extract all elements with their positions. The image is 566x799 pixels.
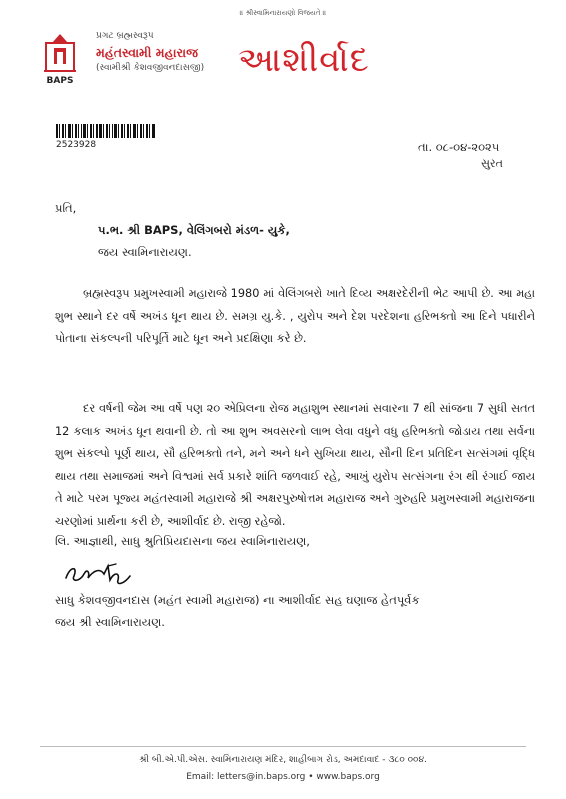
header-line1: પ્રગટ બ્રહ્મસ્વરૂપ: [96, 31, 154, 41]
letter-title: આશીર્વાદ: [238, 40, 370, 80]
baps-logo: [38, 31, 82, 75]
header-line2: મહંતસ્વામી મહારાજ: [96, 45, 198, 60]
signoff-line-2: જય શ્રી સ્વામિનારાયણ.: [55, 615, 165, 629]
paragraph-1: [55, 283, 535, 351]
paragraph-2-text: દર વર્ષની જેમ આ વર્ષે પણ ૨૦ એપ્રિલના રોજ મહાશુભ સ્થાનમાં સવારના 7 થી સાંજના 7 સુધી સતત 12 કલાક અખંડ ધૂન થવાની છે. તો આ શુભ અવસરનો લાભ લેવા વધુને વધુ હરિભક્તો જોડાય તથા સર્વના શુભ સંકલ્પો પૂર્ણ થાય, સૌ હરિભક્તો તને, મને અને ધને સુખિયા થાય, સૌની દિન પ્રતિદિન સત્સંગમાં વૃદ્ધિ થાય તથા સમાજમાં અને વિશ્વમાં સર્વ પ્રકારે શાંતિ જળવાઈ રહે, આખું યુરોપ સત્સંગના રંગ થી રંગાઈ જાય તે માટે પરમ પૂજ્ય મહંતસ્વામી મહારાજે શ્રી અક્ષરપુરુષોત્તમ મહારાજ અને ગુરુહરિ પ્રમુખસ્વામી મહારાજના ચરણોમાં પ્રાર્થના કરી છે, આશીર્વાદ છે. રાજી રહેજો.: [55, 402, 535, 528]
closing-line: લિ. આજ્ઞાથી, સાધુ શ્રુતિપ્રિયદાસના જય સ્વામિનારાયણ,: [55, 534, 310, 548]
letter-city: સુરત: [481, 157, 503, 170]
invocation-text: ॥ શ્રીસ્વામિનારાયણો વિજયતે ॥: [239, 9, 327, 17]
barcode: [56, 124, 156, 138]
paragraph-1-text: બ્રહ્મસ્વરૂપ પ્રમુખસ્વામી મહારાજે 1980 માં વેલિંગબરો ખાતે દિવ્ય અક્ષરદેરીની ભેટ આપી છે. આ મહા શુભ સ્થાને દર વર્ષે અખંડ ધૂન થાય છે. સમગ્ર યુ.કે. , યુરોપ અને દેશ પરદેશના હરિભક્તો આ દિને પધારીને પોતાના સંકલ્પની પરિપૂર્તિ માટે ધૂન અને પ્રદક્ષિણા કરે છે.: [55, 287, 535, 346]
signoff-line-1: સાધુ કેશવજીવનદાસ (મહંત સ્વામી મહારાજ) ના આશીર્વાદ સહ ઘણાજ હેતપૂર્વક: [55, 593, 420, 607]
letter-date: તા. ૦૮-૦૪-૨૦૨૫: [418, 140, 500, 154]
logo-text: BAPS: [46, 76, 74, 86]
barcode-number: 2523928: [56, 140, 97, 150]
footer-contact: Email: letters@in.baps.org • www.baps.org: [186, 772, 380, 782]
signature: [60, 558, 140, 590]
paragraph-2: [55, 398, 535, 534]
greeting: જય સ્વામિનારાયણ.: [98, 245, 192, 259]
salutation: પ્રતિ,: [55, 201, 77, 215]
footer-divider: [40, 746, 526, 747]
addressee: પ.ભ. શ્રી BAPS, વેલિંગબરો મંડળ- યુકે,: [98, 223, 290, 237]
footer-address: શ્રી બી.એ.પી.એસ. સ્વામિનારાયણ મંદિર, શાહીબાગ રોડ, અમદાવાદ - ૩૮૦ ૦૦૪.: [139, 755, 427, 765]
header-line3: (સ્વામીશ્રી કેશવજીવનદાસજી): [96, 63, 205, 73]
